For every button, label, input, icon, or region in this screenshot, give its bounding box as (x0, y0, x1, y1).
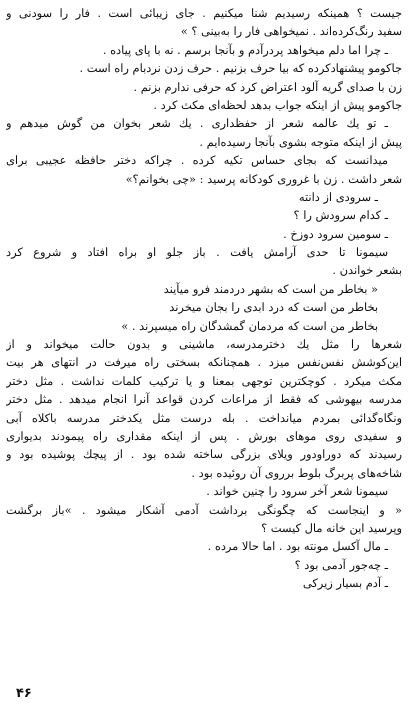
text-line: ـ سومین سرود دوزخ . (283, 226, 388, 241)
text-line: ونگاه‌گدائی بمردم میانداخت . بله درست مثل یکدختر مدرسه باکلاه آبی (6, 410, 402, 425)
text-line: شعرها را مثل یك دخترمدرسه، ماشینی و بدون حالت میخواند و از (6, 337, 402, 352)
text-line: ـ سرودی از دانته (298, 189, 378, 204)
text-line: ـ تو یك عالمه شعر از حفظداری . یك شعر بخوان من گوش میدهم و (6, 116, 388, 131)
text-line: « بخاطر من است که بشهر دردمند فرو میآیند (163, 281, 378, 296)
text-line: سیمونا تا حدی آرامش یافت . باز جلو او براه افتاد و شروع کرد (6, 245, 388, 260)
text-line: مدرسه بیهوشی که فقط از مراعات کردن قواعد آنرا انجام میدهد . مثل دختر (6, 392, 402, 407)
text-line: این‌کوشش نفس‌نفس میزد . همچنانکه بسختی راه میرفت در انتهای هر بیت (6, 355, 402, 370)
text-line: و سفیدی روی موهای بورش . پس از اینکه مقداری راه پیمودند بدیواری (6, 428, 402, 443)
text-line: بخاطر من است که درد ابدی را بجان میخرند (169, 300, 378, 315)
text-line: ـ چرا اما دلم میخواهد پردرآدم و بآنجا برسم . نه با پای پیاده . (102, 42, 388, 57)
text-line: رسیدند که دوراودور ویلای بزرگی ساخته شده بود . از پیچك پوشیده بود و (6, 447, 402, 462)
text-line: ـ آدم بسیار زیرکی (302, 576, 388, 591)
text-line: بشعر خواندن . (332, 263, 402, 278)
text-line: سفید رنگ‌کرده‌اند . نمیخواهی فار را به‌بینی ؟ » (180, 24, 402, 39)
text-line: « و اینجاست که چگونگی برداشت آدمی آشکار میشود . »باز برگشت (6, 502, 402, 517)
text-line: ـ چه‌جور آدمی بود ؟ (294, 557, 388, 572)
text-line: میدانست که بجای حساس تکیه کرده . چراکه دختر حافظه عجیبی برای (6, 153, 388, 168)
text-line: زن با صدای گریه آلود اعتراض کرد که حرفی ندارم بزنم . (133, 79, 402, 94)
text-line: شاخه‌های پربرگ بلوط برروی آن روئیده بود . (191, 465, 402, 480)
text-line: شعر داشت . زن با غروری کودکانه پرسید : «چی بخوانم؟» (125, 171, 402, 186)
page-number: ۴۶ (16, 686, 32, 701)
text-line: مکث میکرد . کوچکترین توجهی بمعنا و یا ترکیب کلمات نداشت . مثل دختر (6, 373, 402, 388)
text-line: جاکومو پیشنهادکرده که بیا حرف بزنیم . حرف زدن نردبام راه است . (79, 61, 402, 76)
text-line: سیمونا شعر آخر سرود را چنین خواند . (206, 484, 388, 499)
text-line: ـ مال آکسل مونته بود . اما حالا مرده . (207, 539, 388, 554)
text-line: جیست ؟ همینکه رسیدیم شنا میکنیم . جای زیبائی است . فار را سودنی و (6, 6, 402, 20)
page-text (6, 4, 402, 593)
text-line: وپرسید این خانه مال کیست ؟ (261, 520, 402, 535)
text-line: جاکومو پیش از اینکه جواب بدهد لحظه‌ای مکث کرد . (153, 97, 402, 112)
text-line: بخاطر من است که مردمان گمشدگان راه میسپرند . » (121, 318, 378, 333)
text-line: پیش از اینکه متوجه بشوی بآنجا رسیده‌ایم . (199, 134, 402, 149)
text-line: ـ کدام سرودش را ؟ (293, 208, 388, 223)
